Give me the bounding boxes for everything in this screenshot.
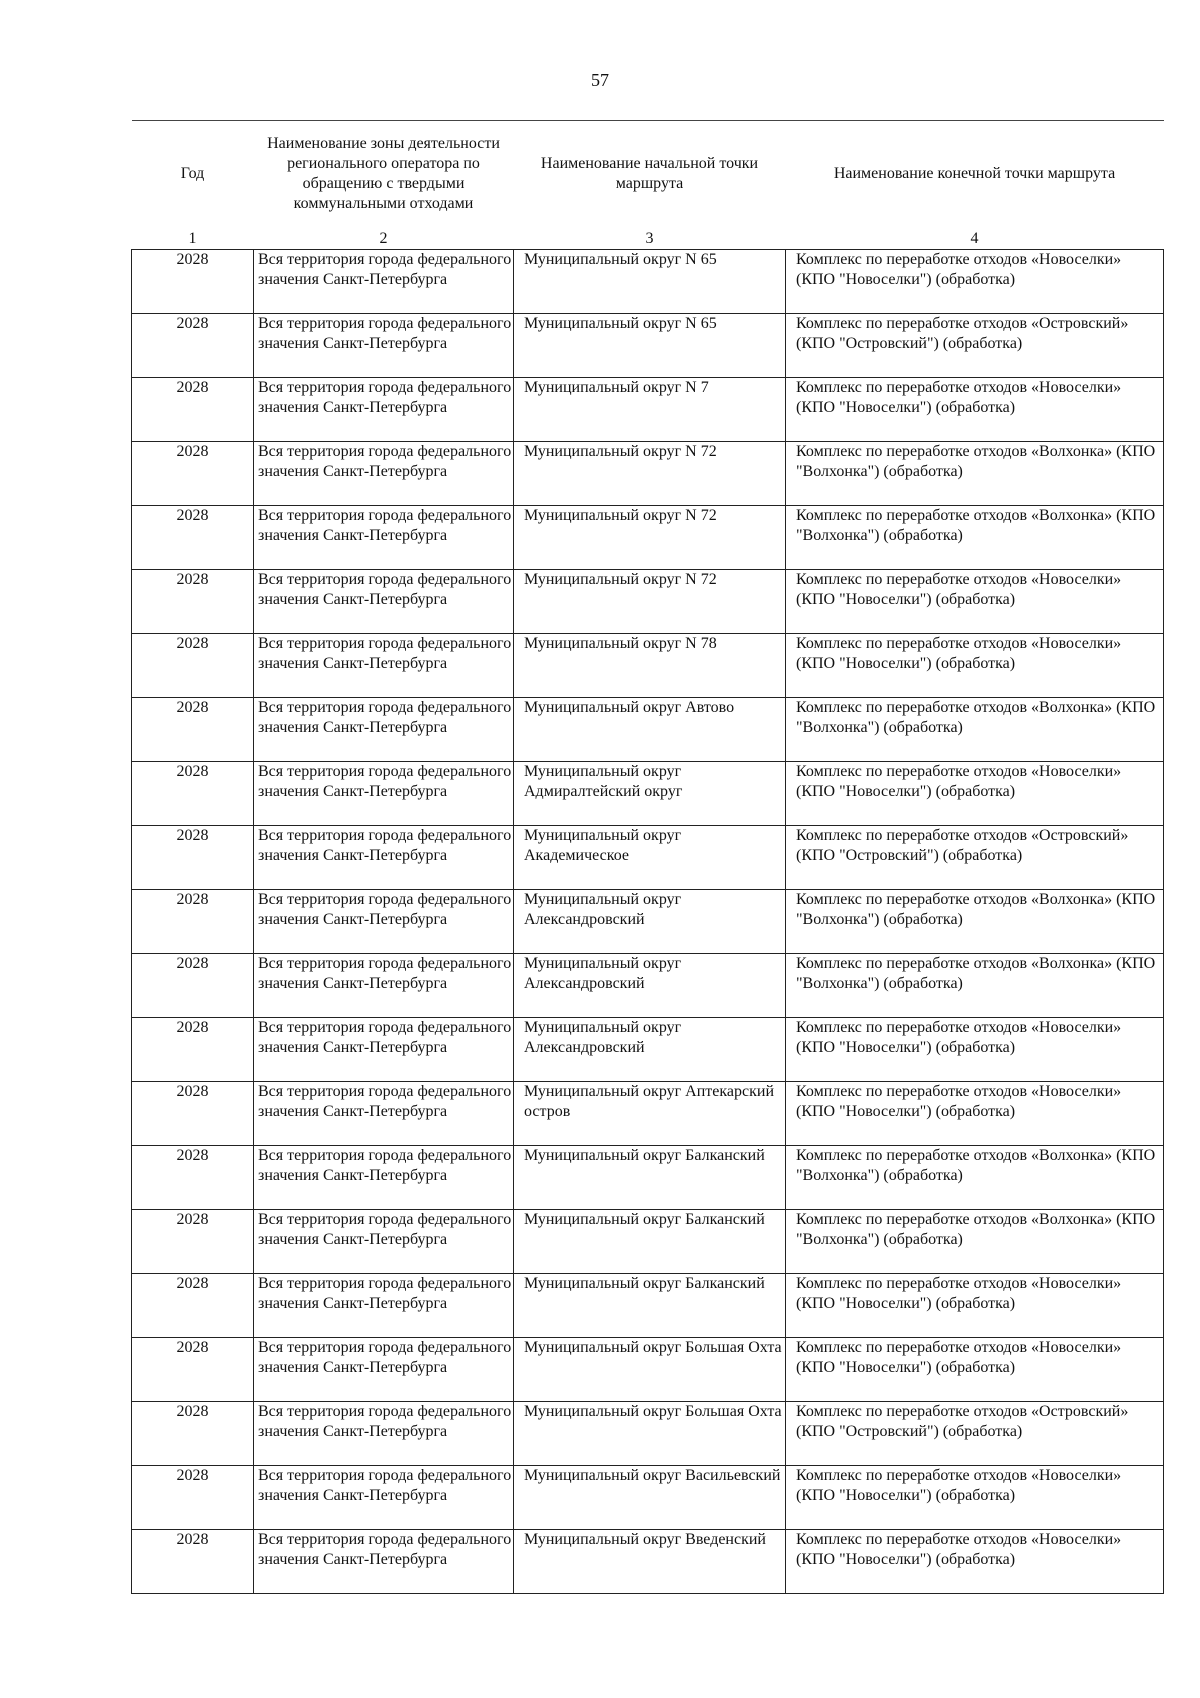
- cell-zone: Вся территория города федерального значения Санкт-Петербурга: [254, 1146, 514, 1210]
- cell-start-point: Муниципальный округ Балканский: [514, 1274, 786, 1338]
- cell-year: 2028: [132, 506, 254, 570]
- column-number: 3: [514, 227, 786, 250]
- header-start-point: Наименование начальной точки маршрута: [514, 121, 786, 228]
- cell-end-point: Комплекс по переработке отходов «Новоселки» (КПО "Новоселки") (обработка): [786, 1530, 1164, 1594]
- cell-year: 2028: [132, 1146, 254, 1210]
- cell-start-point: Муниципальный округ Балканский: [514, 1146, 786, 1210]
- cell-end-point: Комплекс по переработке отходов «Новоселки» (КПО "Новоселки") (обработка): [786, 1274, 1164, 1338]
- cell-end-point: Комплекс по переработке отходов «Новоселки» (КПО "Новоселки") (обработка): [786, 570, 1164, 634]
- column-number: 4: [786, 227, 1164, 250]
- cell-start-point: Муниципальный округ Введенский: [514, 1530, 786, 1594]
- cell-end-point: Комплекс по переработке отходов «Новоселки» (КПО "Новоселки") (обработка): [786, 1466, 1164, 1530]
- table-row: [132, 1274, 1164, 1338]
- cell-zone: Вся территория города федерального значения Санкт-Петербурга: [254, 442, 514, 506]
- cell-zone: Вся территория города федерального значения Санкт-Петербурга: [254, 1082, 514, 1146]
- cell-zone: Вся территория города федерального значения Санкт-Петербурга: [254, 378, 514, 442]
- cell-end-point: Комплекс по переработке отходов «Волхонка» (КПО "Волхонка") (обработка): [786, 954, 1164, 1018]
- cell-end-point: Комплекс по переработке отходов «Новоселки» (КПО "Новоселки") (обработка): [786, 250, 1164, 314]
- cell-zone: Вся территория города федерального значения Санкт-Петербурга: [254, 506, 514, 570]
- table-row: [132, 1146, 1164, 1210]
- cell-end-point: Комплекс по переработке отходов «Волхонка» (КПО "Волхонка") (обработка): [786, 698, 1164, 762]
- cell-year: 2028: [132, 890, 254, 954]
- table-row: [132, 1402, 1164, 1466]
- page-number: 57: [591, 70, 609, 90]
- table-row: [132, 378, 1164, 442]
- cell-start-point: Муниципальный округ Васильевский: [514, 1466, 786, 1530]
- cell-zone: Вся территория города федерального значения Санкт-Петербурга: [254, 698, 514, 762]
- cell-zone: Вся территория города федерального значения Санкт-Петербурга: [254, 954, 514, 1018]
- cell-end-point: Комплекс по переработке отходов «Волхонка» (КПО "Волхонка") (обработка): [786, 890, 1164, 954]
- cell-year: 2028: [132, 570, 254, 634]
- cell-start-point: Муниципальный округ N 72: [514, 570, 786, 634]
- table-row: [132, 1338, 1164, 1402]
- cell-start-point: Муниципальный округ N 72: [514, 506, 786, 570]
- header-year: Год: [132, 121, 254, 228]
- cell-year: 2028: [132, 1082, 254, 1146]
- cell-start-point: Муниципальный округ Александровский: [514, 890, 786, 954]
- header-zone: Наименование зоны деятельности регионального оператора по обращению с твердыми коммунальными отходами: [254, 121, 514, 228]
- cell-start-point: Муниципальный округ Адмиралтейский округ: [514, 762, 786, 826]
- table-row: [132, 570, 1164, 634]
- table-row: [132, 442, 1164, 506]
- column-number: 2: [254, 227, 514, 250]
- cell-zone: Вся территория города федерального значения Санкт-Петербурга: [254, 762, 514, 826]
- table-body: [132, 250, 1164, 1594]
- cell-zone: Вся территория города федерального значения Санкт-Петербурга: [254, 1210, 514, 1274]
- cell-zone: Вся территория города федерального значения Санкт-Петербурга: [254, 314, 514, 378]
- table-row: [132, 890, 1164, 954]
- cell-year: 2028: [132, 1466, 254, 1530]
- cell-year: 2028: [132, 698, 254, 762]
- table-row: [132, 250, 1164, 314]
- cell-year: 2028: [132, 634, 254, 698]
- cell-start-point: Муниципальный округ Александровский: [514, 1018, 786, 1082]
- cell-year: 2028: [132, 826, 254, 890]
- table-row: [132, 506, 1164, 570]
- cell-start-point: Муниципальный округ Большая Охта: [514, 1402, 786, 1466]
- cell-start-point: Муниципальный округ Академическое: [514, 826, 786, 890]
- cell-zone: Вся территория города федерального значения Санкт-Петербурга: [254, 570, 514, 634]
- cell-end-point: Комплекс по переработке отходов «Островский» (КПО "Островский") (обработка): [786, 1402, 1164, 1466]
- cell-year: 2028: [132, 1338, 254, 1402]
- cell-zone: Вся территория города федерального значения Санкт-Петербурга: [254, 1274, 514, 1338]
- cell-zone: Вся территория города федерального значения Санкт-Петербурга: [254, 890, 514, 954]
- cell-zone: Вся территория города федерального значения Санкт-Петербурга: [254, 250, 514, 314]
- table-row: [132, 954, 1164, 1018]
- cell-year: 2028: [132, 1018, 254, 1082]
- cell-year: 2028: [132, 378, 254, 442]
- cell-year: 2028: [132, 954, 254, 1018]
- cell-start-point: Муниципальный округ N 72: [514, 442, 786, 506]
- table-row: [132, 1018, 1164, 1082]
- table-row: [132, 698, 1164, 762]
- table-row: [132, 826, 1164, 890]
- cell-year: 2028: [132, 442, 254, 506]
- cell-start-point: Муниципальный округ N 65: [514, 314, 786, 378]
- cell-zone: Вся территория города федерального значения Санкт-Петербурга: [254, 634, 514, 698]
- cell-year: 2028: [132, 1274, 254, 1338]
- header-end-point: Наименование конечной точки маршрута: [786, 121, 1164, 228]
- cell-end-point: Комплекс по переработке отходов «Новоселки» (КПО "Новоселки") (обработка): [786, 1082, 1164, 1146]
- cell-start-point: Муниципальный округ N 7: [514, 378, 786, 442]
- cell-year: 2028: [132, 1530, 254, 1594]
- cell-year: 2028: [132, 762, 254, 826]
- cell-start-point: Муниципальный округ N 78: [514, 634, 786, 698]
- cell-end-point: Комплекс по переработке отходов «Новоселки» (КПО "Новоселки") (обработка): [786, 378, 1164, 442]
- cell-zone: Вся территория города федерального значения Санкт-Петербурга: [254, 826, 514, 890]
- table-row: [132, 1082, 1164, 1146]
- cell-year: 2028: [132, 1210, 254, 1274]
- table-row: [132, 314, 1164, 378]
- cell-start-point: Муниципальный округ Аптекарский остров: [514, 1082, 786, 1146]
- column-number-row: [132, 227, 1164, 250]
- table-row: [132, 762, 1164, 826]
- cell-zone: Вся территория города федерального значения Санкт-Петербурга: [254, 1530, 514, 1594]
- cell-year: 2028: [132, 250, 254, 314]
- cell-zone: Вся территория города федерального значения Санкт-Петербурга: [254, 1018, 514, 1082]
- cell-zone: Вся территория города федерального значения Санкт-Петербурга: [254, 1402, 514, 1466]
- cell-end-point: Комплекс по переработке отходов «Новоселки» (КПО "Новоселки") (обработка): [786, 634, 1164, 698]
- cell-year: 2028: [132, 314, 254, 378]
- table-row: [132, 1530, 1164, 1594]
- cell-start-point: Муниципальный округ Большая Охта: [514, 1338, 786, 1402]
- cell-end-point: Комплекс по переработке отходов «Волхонка» (КПО "Волхонка") (обработка): [786, 1210, 1164, 1274]
- cell-end-point: Комплекс по переработке отходов «Новоселки» (КПО "Новоселки") (обработка): [786, 1018, 1164, 1082]
- cell-zone: Вся территория города федерального значения Санкт-Петербурга: [254, 1466, 514, 1530]
- cell-end-point: Комплекс по переработке отходов «Волхонка» (КПО "Волхонка") (обработка): [786, 1146, 1164, 1210]
- cell-start-point: Муниципальный округ Балканский: [514, 1210, 786, 1274]
- table-row: [132, 634, 1164, 698]
- cell-end-point: Комплекс по переработке отходов «Волхонка» (КПО "Волхонка") (обработка): [786, 506, 1164, 570]
- cell-end-point: Комплекс по переработке отходов «Новоселки» (КПО "Новоселки") (обработка): [786, 1338, 1164, 1402]
- cell-end-point: Комплекс по переработке отходов «Островский» (КПО "Островский") (обработка): [786, 826, 1164, 890]
- cell-end-point: Комплекс по переработке отходов «Волхонка» (КПО "Волхонка") (обработка): [786, 442, 1164, 506]
- routes-table: [131, 120, 1164, 1594]
- cell-start-point: Муниципальный округ Александровский: [514, 954, 786, 1018]
- table-row: [132, 1466, 1164, 1530]
- cell-end-point: Комплекс по переработке отходов «Новоселки» (КПО "Новоселки") (обработка): [786, 762, 1164, 826]
- table-header-row: [132, 121, 1164, 228]
- cell-zone: Вся территория города федерального значения Санкт-Петербурга: [254, 1338, 514, 1402]
- column-number: 1: [132, 227, 254, 250]
- table-row: [132, 1210, 1164, 1274]
- cell-start-point: Муниципальный округ N 65: [514, 250, 786, 314]
- cell-year: 2028: [132, 1402, 254, 1466]
- cell-end-point: Комплекс по переработке отходов «Островский» (КПО "Островский") (обработка): [786, 314, 1164, 378]
- cell-start-point: Муниципальный округ Автово: [514, 698, 786, 762]
